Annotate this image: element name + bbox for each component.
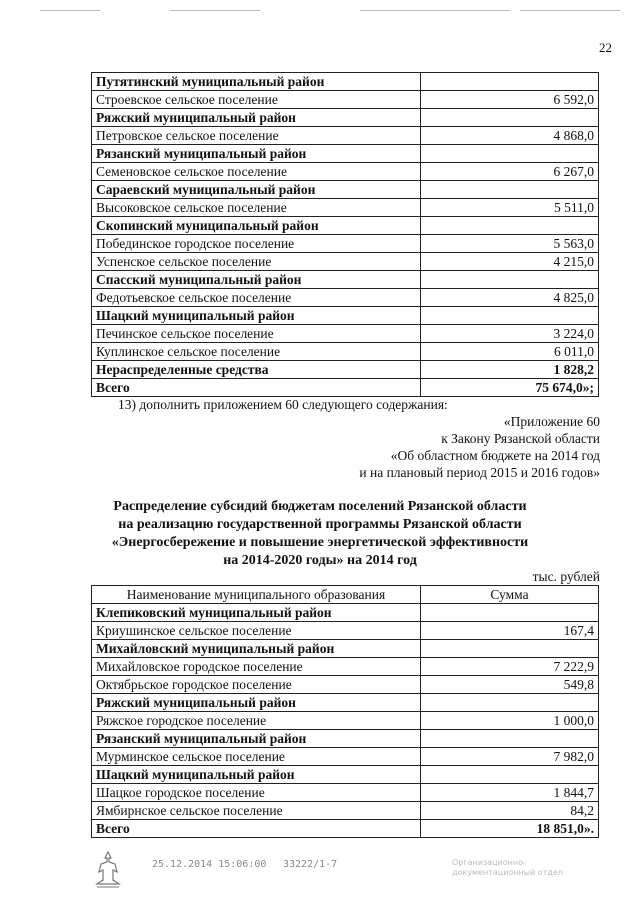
region-row: [92, 217, 599, 235]
amount-cell: 4 868,0: [421, 127, 599, 145]
table-row: [92, 712, 599, 730]
total-row: [92, 379, 599, 397]
total-row: [92, 361, 599, 379]
heading-line: на реализацию государственной программы Рязанской области: [118, 517, 522, 532]
settlement-name: Ряжское городское поселение: [92, 712, 421, 730]
settlement-name: Нераспределенные средства: [92, 361, 421, 379]
amount-cell: [421, 640, 599, 658]
table-row: [92, 91, 599, 109]
amount-cell: [421, 307, 599, 325]
amount-cell: 4 825,0: [421, 289, 599, 307]
table-row: [92, 289, 599, 307]
amount-cell: [421, 73, 599, 91]
settlement-name: Шацкое городское поселение: [92, 784, 421, 802]
region-row: [92, 604, 599, 622]
settlement-name: Наименование муниципального образования: [92, 586, 421, 604]
table-header-row: [92, 586, 599, 604]
scan-artifact-line: [360, 10, 510, 11]
scan-artifact-line: [520, 10, 620, 11]
amount-cell: Сумма: [421, 586, 599, 604]
stamp-line: Организационно-: [452, 858, 526, 867]
settlement-name: Высоковское сельское поселение: [92, 199, 421, 217]
settlement-name: Печинское сельское поселение: [92, 325, 421, 343]
page-number: 22: [599, 40, 612, 55]
table-row: [92, 235, 599, 253]
amendment-text: 13) дополнить приложением 60 следующего содержания:: [118, 397, 448, 412]
subsidy-table-continued: [91, 72, 599, 397]
amount-cell: 6 267,0: [421, 163, 599, 181]
amount-cell: [421, 145, 599, 163]
region-row: [92, 766, 599, 784]
heading-line: Распределение субсидий бюджетам поселений Рязанской области: [113, 499, 527, 514]
settlement-name: Михайловское городское поселение: [92, 658, 421, 676]
region-name: Рязанский муниципальный район: [92, 145, 421, 163]
settlement-name: Семеновское сельское поселение: [92, 163, 421, 181]
table-row: [92, 622, 599, 640]
amount-cell: 7 982,0: [421, 748, 599, 766]
heading-line: на 2014-2020 годы» на 2014 год: [223, 553, 417, 568]
settlement-name: Всего: [92, 379, 421, 397]
amount-cell: 1 828,2: [421, 361, 599, 379]
region-name: Путятинский муниципальный район: [92, 73, 421, 91]
amount-cell: 6 592,0: [421, 91, 599, 109]
heading-line: «Энергосбережение и повышение энергетической эффективности: [111, 535, 529, 550]
table-row: [92, 748, 599, 766]
region-row: [92, 109, 599, 127]
section-heading: [100, 498, 540, 570]
region-name: Клепиковский муниципальный район: [92, 604, 421, 622]
department-stamp: [452, 858, 563, 878]
amount-cell: [421, 217, 599, 235]
region-row: [92, 694, 599, 712]
amount-cell: 75 674,0»;: [421, 379, 599, 397]
settlement-name: Строевское сельское поселение: [92, 91, 421, 109]
table-row: [92, 784, 599, 802]
amount-cell: 18 851,0».: [421, 820, 599, 838]
total-row: [92, 820, 599, 838]
amount-cell: [421, 109, 599, 127]
table-row: [92, 658, 599, 676]
settlement-name: Всего: [92, 820, 421, 838]
amount-cell: 7 222,9: [421, 658, 599, 676]
amount-cell: [421, 181, 599, 199]
table-row: [92, 343, 599, 361]
settlement-name: Федотьевское сельское поселение: [92, 289, 421, 307]
region-row: [92, 181, 599, 199]
region-row: [92, 307, 599, 325]
amount-cell: [421, 604, 599, 622]
table-row: [92, 676, 599, 694]
table-row: [92, 325, 599, 343]
amount-cell: 167,4: [421, 622, 599, 640]
region-row: [92, 640, 599, 658]
amount-cell: 5 511,0: [421, 199, 599, 217]
footer-timestamp: 25.12.2014 15:06:00: [152, 859, 267, 870]
region-row: [92, 145, 599, 163]
region-name: Скопинский муниципальный район: [92, 217, 421, 235]
units-label: тыс. рублей: [532, 569, 600, 584]
region-row: [92, 73, 599, 91]
settlement-name: Мурминское сельское поселение: [92, 748, 421, 766]
region-name: Ряжский муниципальный район: [92, 694, 421, 712]
amount-cell: 1 844,7: [421, 784, 599, 802]
amount-cell: 4 215,0: [421, 253, 599, 271]
stamp-line: документационный отдел: [452, 868, 563, 877]
settlement-name: Октябрьское городское поселение: [92, 676, 421, 694]
region-row: [92, 730, 599, 748]
amount-cell: 1 000,0: [421, 712, 599, 730]
amount-cell: [421, 271, 599, 289]
footer-doc-number: 33222/1-7: [283, 859, 338, 870]
amount-cell: 549,8: [421, 676, 599, 694]
region-name: Рязанский муниципальный район: [92, 730, 421, 748]
appendix-period-ref: и на плановый период 2015 и 2016 годов»: [359, 465, 600, 480]
table-row: [92, 802, 599, 820]
settlement-name: Петровское сельское поселение: [92, 127, 421, 145]
region-name: Михайловский муниципальный район: [92, 640, 421, 658]
appendix-law-ref: к Закону Рязанской области: [441, 431, 600, 446]
settlement-name: Куплинское сельское поселение: [92, 343, 421, 361]
amount-cell: [421, 694, 599, 712]
region-name: Спасский муниципальный район: [92, 271, 421, 289]
scan-artifact-line: [40, 10, 100, 11]
amount-cell: 84,2: [421, 802, 599, 820]
amount-cell: 5 563,0: [421, 235, 599, 253]
amount-cell: [421, 730, 599, 748]
region-name: Сараевский муниципальный район: [92, 181, 421, 199]
emblem-icon: [93, 850, 123, 890]
table-row: [92, 199, 599, 217]
region-name: Шацкий муниципальный район: [92, 766, 421, 784]
settlement-name: Ямбирнское сельское поселение: [92, 802, 421, 820]
table-row: [92, 127, 599, 145]
appendix-title: «Приложение 60: [503, 414, 600, 429]
region-name: Шацкий муниципальный район: [92, 307, 421, 325]
subsidy-table: [91, 585, 599, 838]
amount-cell: 6 011,0: [421, 343, 599, 361]
appendix-budget-ref: «Об областном бюджете на 2014 год: [390, 448, 600, 463]
settlement-name: Успенское сельское поселение: [92, 253, 421, 271]
scan-artifact-line: [170, 10, 260, 11]
table-row: [92, 163, 599, 181]
region-name: Ряжский муниципальный район: [92, 109, 421, 127]
settlement-name: Криушинское сельское поселение: [92, 622, 421, 640]
amount-cell: [421, 766, 599, 784]
region-row: [92, 271, 599, 289]
amount-cell: 3 224,0: [421, 325, 599, 343]
settlement-name: Побединское городское поселение: [92, 235, 421, 253]
table-row: [92, 253, 599, 271]
